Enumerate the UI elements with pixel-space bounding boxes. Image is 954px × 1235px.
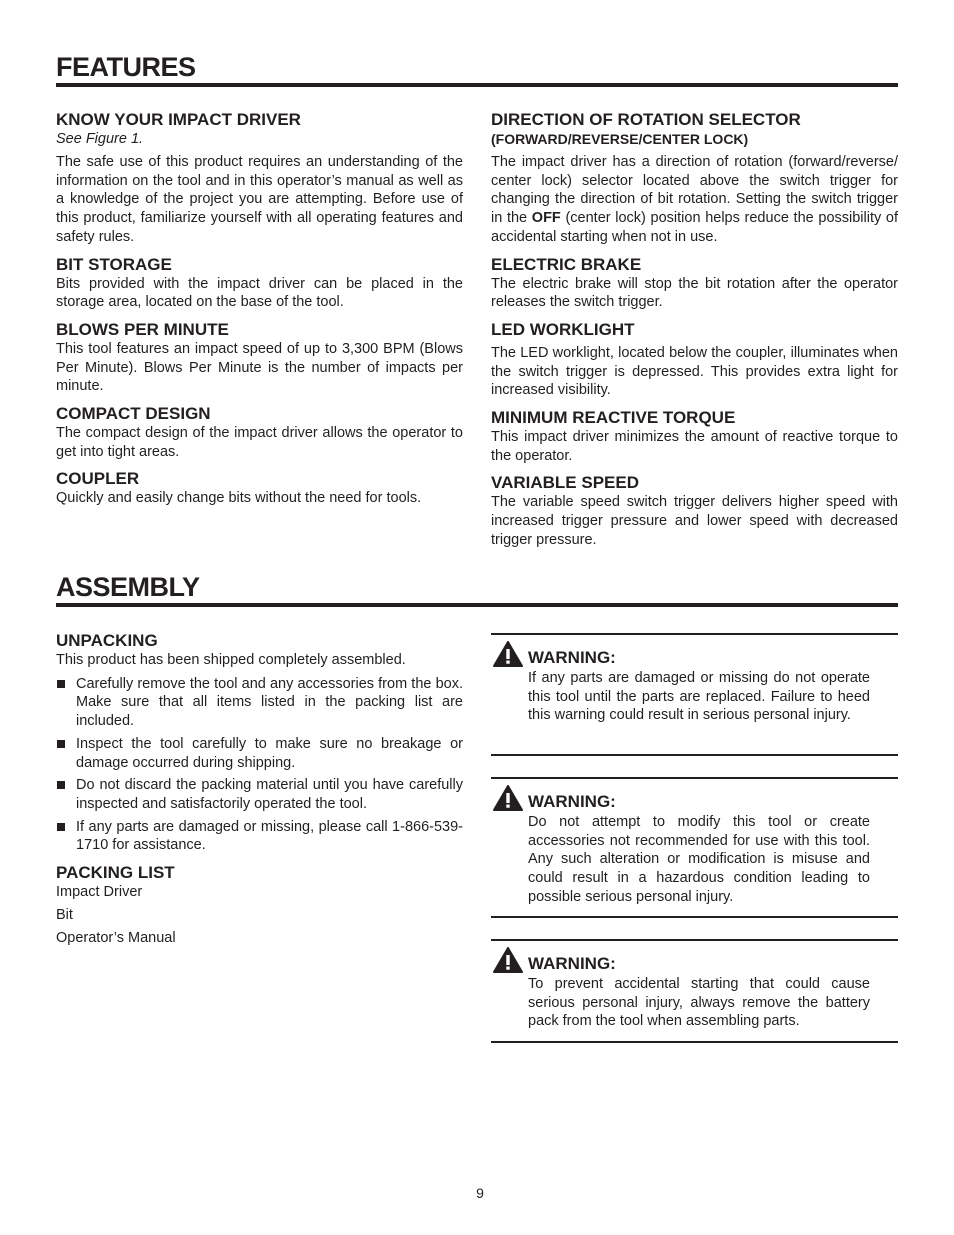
speed-text: The variable speed switch trigger delivers higher speed with increased trigger pressure and lower speed with decreased trigger pressure. [491, 494, 898, 548]
unpacking-intro: This product has been shipped completely assembled. [56, 652, 406, 668]
assembly-left-column [56, 631, 463, 956]
led-section [491, 320, 898, 400]
compact-text: The compact design of the impact driver allows the operator to get into tight areas. [56, 425, 463, 460]
led-text: The LED worklight, located below the coupler, illuminates when the switch trigger is depressed. This provides extra light for increased visibility. [491, 344, 898, 399]
direction-subheading: (FORWARD/REVERSE/CENTER LOCK) [491, 131, 749, 147]
know-text: The safe use of this product requires an understanding of the information on the tool and in this operator’s manual as well as a knowledge of the project you are attempting. Before use of this product, familiarize yourself with all operating features and safety rules. [56, 154, 463, 245]
blows-heading: BLOWS PER MINUTE [56, 319, 229, 339]
warning-label: WARNING: [528, 792, 616, 811]
bit-storage-text: Bits provided with the impact driver can be placed in the storage area, located on the base of the tool. [56, 275, 463, 311]
bullet-text: If any parts are damaged or missing, please call 1-866-539-1710 for assistance. [76, 818, 463, 854]
packing-heading: PACKING LIST [56, 863, 175, 883]
list-item [56, 818, 463, 855]
warning-box-1 [491, 633, 898, 756]
unpacking-list [56, 675, 463, 855]
features-right-column [491, 110, 898, 558]
see-figure: See Figure 1. [56, 131, 144, 147]
bullet-text: Inspect the tool carefully to make sure no breakage or damage occurred during shipping. [76, 735, 463, 771]
speed-section [491, 473, 898, 549]
warning-text: If any parts are damaged or missing do not operate this tool until the parts are replaced. Failure to heed this warning could result in serious personal injury. [528, 670, 870, 724]
know-section [56, 110, 463, 247]
torque-text: This impact driver minimizes the amount of reactive torque to the operator. [491, 429, 898, 464]
features-left-column [56, 110, 463, 516]
list-item [56, 735, 463, 772]
brake-heading: ELECTRIC BRAKE [491, 254, 642, 274]
compact-heading: COMPACT DESIGN [56, 404, 211, 424]
brake-text: The electric brake will stop the bit rotation after the operator releases the switch trigger. [491, 275, 898, 311]
brake-section [491, 255, 898, 312]
blows-text: This tool features an impact speed of up to 3,300 BPM (Blows Per Minute). Blows Per Minute is the number of impacts per minute. [56, 340, 463, 395]
coupler-text: Quickly and easily change bits without the need for tools. [56, 490, 422, 507]
packing-item: Impact Driver [56, 884, 143, 901]
bullet-text: Carefully remove the tool and any accessories from the box. Make sure that all items listed in the packing list are included. [76, 675, 463, 730]
blows-section [56, 320, 463, 396]
packing-section [56, 863, 463, 948]
coupler-section [56, 469, 463, 508]
warning-box-3 [491, 939, 898, 1043]
torque-section [491, 408, 898, 465]
warning-triangle-icon [493, 947, 523, 973]
direction-text-before: The impact driver has a direction of rotation (forward/reverse/ center lock) selector located above the switch trigger for changing the direction of bit rotation. Setting the switch trigger in the [491, 154, 898, 227]
bit-storage-section [56, 255, 463, 312]
unpacking-section [56, 631, 463, 855]
direction-section [491, 110, 898, 247]
packing-item: Operator’s Manual [56, 930, 176, 947]
warning-triangle-icon [493, 785, 523, 811]
warning-triangle-icon [493, 641, 523, 667]
packing-item: Bit [56, 907, 73, 924]
torque-heading: MINIMUM REACTIVE TORQUE [491, 408, 736, 428]
assembly-title: ASSEMBLY [56, 572, 898, 607]
bullet-square-icon [57, 823, 65, 831]
features-title: FEATURES [56, 52, 898, 87]
bit-storage-heading: BIT STORAGE [56, 254, 172, 274]
warning-label: WARNING: [528, 954, 616, 973]
compact-section [56, 404, 463, 461]
direction-text [491, 153, 898, 247]
list-item [56, 675, 463, 731]
warning-box-2 [491, 777, 898, 918]
unpacking-heading: UNPACKING [56, 631, 158, 650]
warning-label: WARNING: [528, 648, 616, 667]
bullet-square-icon [57, 680, 65, 688]
direction-text-off: OFF [531, 210, 561, 227]
warning-text: Do not attempt to modify this tool or create accessories not recommended for use with this tool. Any such alteration or modification is misuse and could result in a hazardous condition leading to possible serious personal injury. [528, 814, 870, 905]
bullet-square-icon [57, 740, 65, 748]
speed-heading: VARIABLE SPEED [491, 473, 639, 493]
page-number: 9 [476, 1185, 484, 1201]
direction-text-after: (center lock) position helps reduce the possibility of accidental starting when not in use. [491, 210, 899, 245]
warning-text: To prevent accidental starting that could cause serious personal injury, always remove the battery pack from the tool when assembling parts. [528, 976, 870, 1030]
bullet-text: Do not discard the packing material until you have carefully inspected and satisfactorily operated the tool. [76, 777, 463, 812]
list-item [56, 776, 463, 813]
bullet-square-icon [57, 781, 65, 789]
direction-heading: DIRECTION OF ROTATION SELECTOR [491, 110, 801, 129]
coupler-heading: COUPLER [56, 469, 140, 489]
know-heading: KNOW YOUR IMPACT DRIVER [56, 110, 301, 129]
led-heading: LED WORKLIGHT [491, 319, 635, 339]
